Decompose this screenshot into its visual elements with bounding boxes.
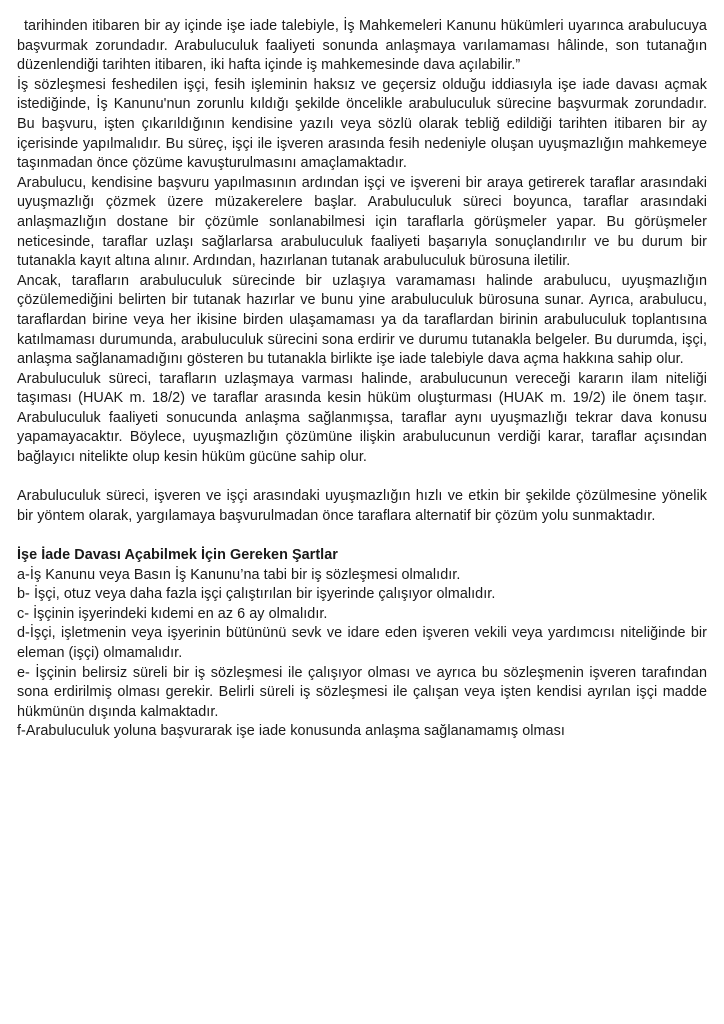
condition-item: a-İş Kanunu veya Basın İş Kanunu’na tabi bir iş sözleşmesi olmalıdır. [17, 566, 461, 583]
paragraph-summary: Arabuluculuk süreci, işveren ve işçi arasındaki uyuşmazlığın hızlı ve etkin bir şekilde çözülmesine yönelik bir yöntem olarak, yargılamaya başvurulmadan önce taraflara alternatif bir çözüm yolu sunmaktadır. [17, 488, 707, 524]
spacer [17, 526, 707, 546]
paragraph-mediation-requirement: İş sözleşmesi feshedilen işçi, fesih işleminin haksız ve geçersiz olduğu iddiasıyla işe iade davası açmak istediğinde, İş Kanunu'nun zorunlu kıldığı şekilde öncelikle arabuluculuk sürecine başvurmak zorundadır. Bu başvuru, işten çıkarıldığının kendisine yazılı veya sözlü olarak tebliğ edildiği tarihten itibaren bir ay içerisinde yapılmalıdır. Bu süreç, işçi ile işveren arasında fesih nedeniyle oluşan uyuşmazlığın mahkemeye taşınmadan önce çözüme kavuşturulmasını amaçlamaktadır. [17, 76, 707, 172]
condition-item: d-İşçi, işletmenin veya işyerinin bütününü sevk ve idare eden işveren vekili veya yardımcısı niteliğinde bir eleman (işçi) olmamalıdır. [17, 625, 707, 661]
condition-item: b- İşçi, otuz veya daha fazla işçi çalıştırılan bir işyerinde çalışıyor olmalıdır. [17, 586, 496, 603]
paragraph-mediator-role: Arabulucu, kendisine başvuru yapılmasının ardından işçi ve işvereni bir araya getirerek taraflar arasındaki uyuşmazlığı çözmek üzere müzakerelere başlar. Arabuluculuk süreci boyunca, taraflar arasındaki anlaşmazlığın dostane bir çözümle sonlanabilmesi için taraflarla görüşmeler yapar. Bu görüşmeler neticesinde, taraflar uzlaşı sağlarlarsa arabuluculuk faaliyeti başarıyla sonuçlandırılır ve bu durum bir tutanakla kayıt altına alınır. Ardından, hazırlanan tutanak arabuluculuk bürosuna iletilir. [17, 174, 707, 270]
section-heading: İşe İade Davası Açabilmek İçin Gereken Şartlar [17, 547, 338, 564]
spacer [17, 468, 707, 488]
document-page [17, 17, 707, 742]
condition-item: f-Arabuluculuk yoluna başvurarak işe iade konusunda anlaşma sağlanamamış olması [17, 723, 565, 740]
condition-item: e- İşçinin belirsiz süreli bir iş sözleşmesi ile çalışıyor olması ve ayrıca bu sözleşmenin işveren tarafından sona erdirilmiş olması gerekir. Belirli süreli iş sözleşmesi ile çalışan veya işten kendisi ayrılan işçi madde hükmünün dışında kalmaktadır. [17, 664, 707, 720]
paragraph-continuation: tarihinden itibaren bir ay içinde işe iade talebiyle, İş Mahkemeleri Kanunu hükümleri uyarınca arabulucuya başvurmak zorundadır. Arabuluculuk faaliyeti sonunda anlaşmaya varılamaması hâlinde, son tutanağın düzenlendiği tarihten itibaren, iki hafta içinde iş mahkemesinde dava açılabilir.” [17, 18, 707, 74]
paragraph-binding-decision: Arabuluculuk süreci, tarafların uzlaşmaya varması halinde, arabulucunun vereceği kararın ilam niteliği taşıması (HUAK m. 18/2) ve taraflar arasında kesin hüküm oluşturması (HUAK m. 19/2) ile önem taşır. Arabuluculuk faaliyeti sonucunda anlaşma sağlanmışsa, taraflar aynı uyuşmazlığı tekrar dava konusu yapamayacaktır. Böylece, uyuşmazlığın çözümüne ilişkin arabulucunun verdiği karar, taraflar açısından bağlayıcı nitelikte olup kesin hüküm gücüne sahip olur. [17, 370, 707, 466]
paragraph-no-agreement: Ancak, tarafların arabuluculuk sürecinde bir uzlaşıya varamaması halinde arabulucu, uyuşmazlığın çözülemediğini belirten bir tutanak hazırlar ve bunu yine arabuluculuk bürosuna sunar. Ayrıca, arabulucu, taraflardan birine veya her ikisine birden ulaşamaması ya da taraflardan birinin arabuluculuk toplantısına katılmaması durumunda, arabuluculuk sürecini sona erdirir ve durumu tutanakla belgeler. Bu durumda, işçi, anlaşma sağlanamadığını gösteren bu tutanakla birlikte işe iade talebiyle dava açma hakkına sahip olur. [17, 272, 707, 368]
condition-item: c- İşçinin işyerindeki kıdemi en az 6 ay olmalıdır. [17, 605, 328, 622]
